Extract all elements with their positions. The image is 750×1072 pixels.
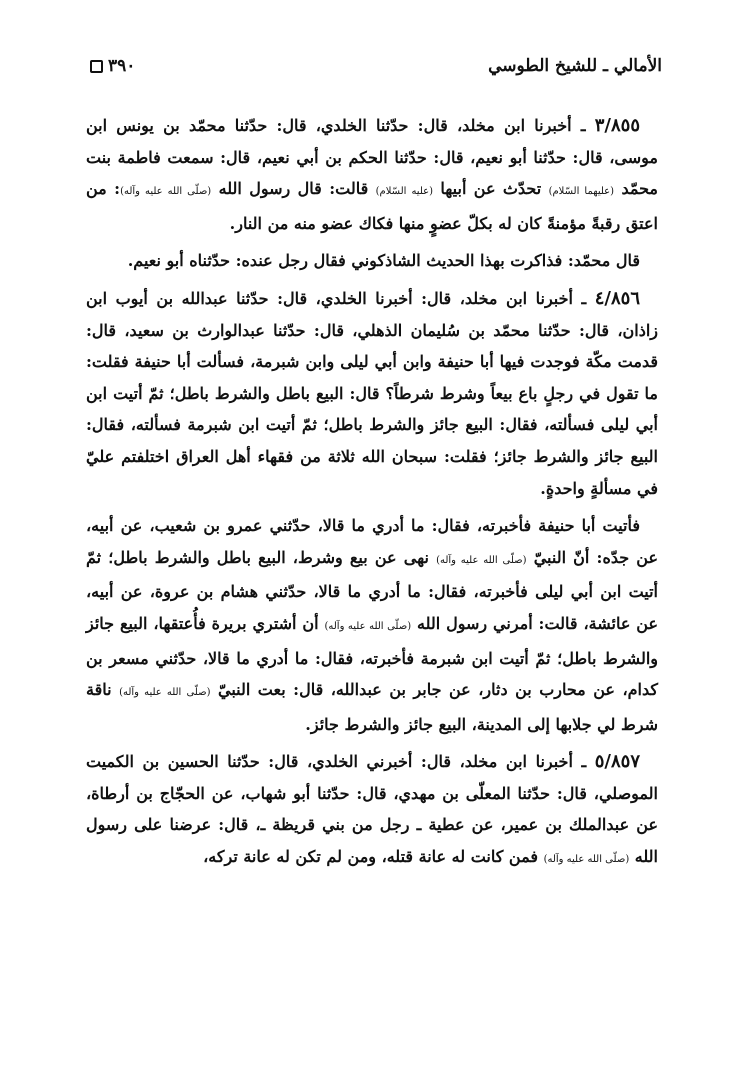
honorific: (صلّى الله عليه وآله) [436, 554, 527, 566]
honorific: (صلّى الله عليه وآله) [324, 620, 412, 632]
honorific: (عليهما السّلام) [548, 186, 615, 198]
hadith-number: ٥/٨٥٧ [594, 751, 640, 773]
running-header [90, 52, 662, 82]
honorific: (صلّى الله عليه وآله) [543, 854, 630, 866]
note-paragraph [86, 245, 658, 277]
hadith-paragraph [86, 746, 658, 875]
paragraph-text: ـ أخبرنا ابن مخلد، قال: أخبرنا الخلدي، قال: حدّثنا عبدالله بن أيوب ابن زاذان، قال: حدّثنا محمّد بن سُليمان الذهلي، قال: حدّثنا عبدالوارث بن سعيد، قال: قدمت مكّة فوجدت فيها أبا حنيفة وابن أبي ليلى وابن شبرمة، فسألت أبا حنيفة فقلت: ما تقول في رجلٍ باع بيعاً وشرط شرطاً؟ قال: البيع باطل والشرط باطل؛ ثمّ أتيت ابن أبي ليلى فسألته، فقال: البيع جائز والشرط باطل؛ ثمّ أتيت ابن شبرمة فسألته، فقال: البيع جائز والشرط جائز؛ فقلت: سبحان الله ثلاثة من فقهاء أهل العراق اختلفتم عليّ في مسألةٍ واحدةٍ. [86, 288, 659, 498]
page-number-block [90, 56, 135, 76]
honorific: (صلّى الله عليه وآله) [120, 186, 212, 198]
main-text [86, 110, 658, 882]
paragraph-text: ناقة شرط لي جلابها إلى المدينة، البيع جائز والشرط جائز. [86, 680, 658, 734]
hadith-paragraph [86, 283, 658, 504]
paragraph-text: تحدّث عن أبيها [433, 179, 549, 199]
page-number: ٣٩٠ [108, 56, 136, 76]
honorific: (صلّى الله عليه وآله) [119, 687, 211, 699]
paragraph-text: : من اعتق رقبةً مؤمنةً كان له بكلّ عضوٍ منها فكاك عضو منه من النار. [86, 179, 658, 233]
paragraph-text: ـ أخبرنا ابن مخلد، قال: حدّثنا الخلدي، قال: حدّثنا محمّد بن يونس ابن موسى، قال: حدّثنا أبو نعيم، قال: حدّثنا الحكم بن أبي نعيم، قال: سمعت فاطمة بنت محمّد [86, 116, 658, 199]
page-square-icon [90, 60, 103, 73]
paragraph-text: نهى عن بيع وشرط، البيع باطل والشرط باطل؛ ثمّ أتيت ابن أبي ليلى فأخبرته، فقال: ما أدري ما قالا، حدّثني هشام بن عروة، عن أبيه، عن عائشة، قالت: أمرني رسول الله [86, 547, 658, 633]
paragraph-text: قال محمّد: فذاكرت بهذا الحديث الشاذكوني فقال رجل عنده: حدّثناه أبو نعيم. [127, 251, 640, 271]
hadith-paragraph [86, 110, 658, 239]
paragraph-text: فأتيت أبا حنيفة فأخبرته، فقال: ما أدري ما قالا، حدّثني عمرو بن شعيب، عن أبيه، عن جدّه: أنّ النبيّ [86, 516, 659, 567]
honorific: (عليه السّلام) [375, 186, 434, 198]
hadith-number: ٣/٨٥٥ [594, 115, 640, 136]
book-title: الأمالي ـ للشيخ الطوسي [488, 56, 662, 76]
paragraph-text: قالت: قال رسول الله [211, 179, 376, 199]
continuation-paragraph [86, 510, 658, 740]
paragraph-text: فمن كانت له عانة قتله، ومن لم تكن له عانة تركه، [203, 847, 544, 867]
hadith-number: ٤/٨٥٦ [594, 287, 640, 309]
paragraph-text: ـ أخبرنا ابن مخلد، قال: أخبرني الخلدي، قال: حدّثنا الحسين بن الكميت الموصلي، قال: حدّثنا المعلّى بن مهدي، قال: حدّثنا أبو شهاب، عن الحجّاج بن أرطاة، عن عبدالملك بن عمير، عن عطية ـ رجل من بني قريظة ـ، قال: عرضنا على رسول الله [86, 752, 658, 867]
paragraph-text: أن أشتري بريرة فأُعتقها، البيع جائز والشرط باطل؛ ثمّ أتيت ابن شبرمة فأخبرته، فقال: ما أدري ما قالا، حدّثني مسعر بن كدام، عن محارب بن دثار، عن جابر بن عبدالله، قال: بعت النبيّ [86, 613, 658, 700]
